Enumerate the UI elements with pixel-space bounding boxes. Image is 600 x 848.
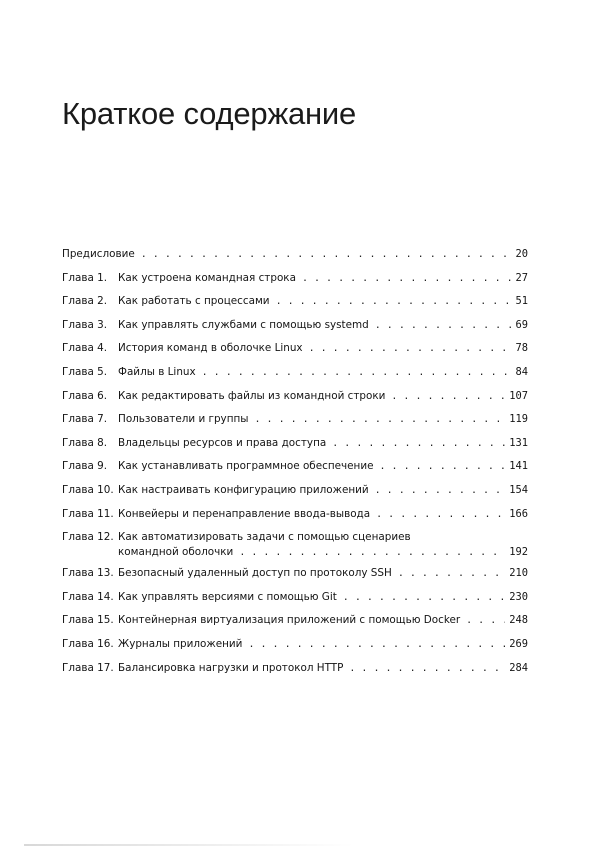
toc-entry-chapter-15[interactable] xyxy=(62,614,528,638)
toc-page-number: 84 xyxy=(515,365,528,378)
toc-page-number: 248 xyxy=(509,614,528,627)
chapter-title: Безопасный удаленный доступ по протоколу SSH xyxy=(118,567,392,580)
chapter-title: Журналы приложений xyxy=(118,637,243,650)
chapter-number: Глава 11. xyxy=(62,507,114,520)
chapter-title: Конвейеры и перенаправление ввода-вывода xyxy=(118,507,371,520)
dot-leader xyxy=(376,509,505,520)
dot-leader xyxy=(398,568,505,579)
toc-entry-preface[interactable] xyxy=(62,248,528,272)
chapter-title: Как управлять версиями с помощью Git xyxy=(118,590,337,603)
dot-leader xyxy=(391,391,505,402)
toc-entry-chapter-12[interactable] xyxy=(62,531,528,567)
chapter-number: Глава 6. xyxy=(62,389,108,402)
chapter-number: Глава 14. xyxy=(62,590,114,603)
toc-entry-chapter-4[interactable] xyxy=(62,342,528,366)
toc-page-number: 20 xyxy=(515,248,528,260)
chapter-number: Глава 4. xyxy=(62,342,108,355)
chapter-number: Глава 7. xyxy=(62,413,108,426)
chapter-title: Владельцы ресурсов и права доступа xyxy=(118,436,327,449)
chapter-number: Глава 10. xyxy=(62,483,114,496)
toc-page-number: 119 xyxy=(509,413,528,426)
chapter-number: Глава 5. xyxy=(62,365,108,378)
chapter-title-line-1: Как автоматизировать задачи с помощью сценариев xyxy=(118,531,411,544)
toc-page-number: 210 xyxy=(509,567,528,580)
chapter-title: Как устроена командная строка xyxy=(118,271,296,284)
toc-entry-chapter-10[interactable] xyxy=(62,484,528,508)
chapter-number: Глава 16. xyxy=(62,637,114,650)
toc-entry-chapter-2[interactable] xyxy=(62,295,528,319)
toc-entry-chapter-1[interactable] xyxy=(62,272,528,296)
footer-rule xyxy=(24,844,354,846)
toc-entry-chapter-16[interactable] xyxy=(62,638,528,662)
dot-leader xyxy=(379,461,505,472)
dot-leader xyxy=(332,438,505,449)
chapter-title: Контейнерная виртуализация приложений с помощью Docker xyxy=(118,614,461,627)
toc-page-number: 141 xyxy=(509,460,528,473)
chapter-number: Глава 1. xyxy=(62,271,108,284)
chapter-title: Файлы в Linux xyxy=(118,365,196,378)
toc-entry-chapter-3[interactable] xyxy=(62,319,528,343)
toc-page-number: 166 xyxy=(509,507,528,520)
toc-entry-chapter-6[interactable] xyxy=(62,390,528,414)
chapter-number: Глава 8. xyxy=(62,436,108,449)
toc-entry-chapter-13[interactable] xyxy=(62,567,528,591)
chapter-title: Как работать с процессами xyxy=(118,295,270,308)
toc-entry-chapter-14[interactable] xyxy=(62,591,528,615)
toc-entry-label: Предисловие xyxy=(62,248,135,260)
toc-page-number: 131 xyxy=(509,436,528,449)
dot-leader xyxy=(343,592,505,603)
chapter-title-line-2: командной оболочки xyxy=(118,546,234,559)
dot-leader xyxy=(276,296,512,307)
dot-leader xyxy=(141,249,512,260)
chapter-title: Балансировка нагрузки и протокол HTTP xyxy=(118,661,344,674)
dot-leader xyxy=(255,414,506,425)
chapter-title: Как управлять службами с помощью systemd xyxy=(118,318,369,331)
page-title: Краткое содержание xyxy=(62,96,357,131)
chapter-number: Глава 3. xyxy=(62,318,108,331)
dot-leader xyxy=(349,663,505,674)
toc-page-number: 78 xyxy=(515,342,528,355)
dot-leader xyxy=(248,639,505,650)
toc-page-number: 51 xyxy=(515,295,528,308)
toc-page-number: 269 xyxy=(509,637,528,650)
chapter-number: Глава 13. xyxy=(62,567,114,580)
dot-leader xyxy=(375,485,506,496)
toc-entry-chapter-17[interactable] xyxy=(62,662,528,686)
dot-leader xyxy=(202,367,512,378)
toc-entry-chapter-9[interactable] xyxy=(62,460,528,484)
toc-entry-chapter-7[interactable] xyxy=(62,413,528,437)
chapter-number: Глава 15. xyxy=(62,614,114,627)
chapter-title: Пользователи и группы xyxy=(118,413,249,426)
dot-leader xyxy=(302,273,512,284)
chapter-title: История команд в оболочке Linux xyxy=(118,342,303,355)
table-of-contents xyxy=(62,248,528,685)
dot-leader xyxy=(239,547,505,558)
toc-page-number: 154 xyxy=(509,483,528,496)
toc-entry-chapter-8[interactable] xyxy=(62,437,528,461)
chapter-number: Глава 9. xyxy=(62,460,108,473)
dot-leader xyxy=(375,320,512,331)
toc-page-number: 27 xyxy=(515,271,528,284)
chapter-title: Как настраивать конфигурацию приложений xyxy=(118,483,369,496)
chapter-title: Как устанавливать программное обеспечение xyxy=(118,460,374,473)
chapter-number: Глава 17. xyxy=(62,661,114,674)
toc-entry-chapter-5[interactable] xyxy=(62,366,528,390)
chapter-title: Как редактировать файлы из командной строки xyxy=(118,389,386,402)
dot-leader xyxy=(309,343,512,354)
toc-page-number: 69 xyxy=(515,318,528,331)
chapter-number: Глава 12. xyxy=(62,531,114,544)
chapter-number: Глава 2. xyxy=(62,295,108,308)
toc-page-number: 107 xyxy=(509,389,528,402)
dot-leader xyxy=(466,615,505,626)
toc-page-number: 230 xyxy=(509,590,528,603)
toc-page-number: 284 xyxy=(509,661,528,674)
toc-page-number: 192 xyxy=(509,546,528,559)
toc-entry-chapter-11[interactable] xyxy=(62,508,528,532)
